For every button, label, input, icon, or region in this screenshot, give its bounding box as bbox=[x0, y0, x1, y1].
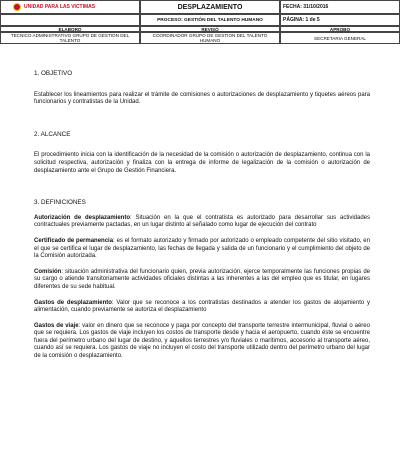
elaboro-value: TECNICO ADMINISTRATIVO GRUPO DE GESTION DEL TALENTO bbox=[0, 32, 140, 44]
definition-text: : Valor que se reconoce a los contratistas destinados a atender los gastos de alojamiento y alimentación, cuando previamente se autoriza el desplazamiento bbox=[34, 299, 370, 314]
logo-text: UNIDAD PARA LAS VICTIMAS bbox=[24, 4, 96, 10]
definition-item bbox=[34, 269, 370, 292]
reviso-value: COORDINADOR GRUPO DE GESTION DEL TALENTO HUMANO bbox=[140, 32, 280, 44]
signature-value-row bbox=[0, 32, 400, 44]
definition-term: Gastos de desplazamiento bbox=[34, 299, 112, 306]
definition-term: Certificado de permanencia bbox=[34, 237, 114, 244]
header-top-row bbox=[0, 0, 400, 14]
definition-term: Comisión bbox=[34, 268, 62, 275]
objetivo-heading: 1. OBJETIVO bbox=[34, 70, 73, 77]
document-body bbox=[34, 70, 370, 369]
definition-term: Gastos de viaje bbox=[34, 322, 79, 329]
fecha-field: FECHA: 31/10/2016 bbox=[280, 0, 400, 14]
header-process-row bbox=[0, 14, 400, 26]
reviso-label: REVISÓ bbox=[140, 26, 280, 32]
definition-item bbox=[34, 238, 370, 261]
header-blank-cell bbox=[0, 14, 140, 26]
aprobo-label: APROBO bbox=[280, 26, 400, 32]
definition-item bbox=[34, 300, 370, 315]
definition-text: : valor en dinero que se reconoce y paga por concepto del transporte terrestre intermunicipal, fluvial o aéreo que se requiera. Los gastos de viaje incluyen los costos de transporte desde y hacia el aeropuerto, cuando éste se encuentre fuera del perímetro urbano del lugar de destino, y aquellos terrestres y/o fluviales o marítimos, accesorio al transporte aéreo, cuando así se requiera. Los gastos de viaje no incluyen el costo del transporte utilizado dentro del perímetro urbano del lugar de la comisión o desplazamiento. bbox=[34, 322, 370, 360]
pagina-field: PÁGINA: 1 de 5 bbox=[280, 14, 400, 26]
alcance-text: El procedimiento inicia con la identificación de la necesidad de la comisión o autorización de desplazamiento, continua con la solicitud respectiva, autorización y finaliza con la entrega de informe de legalización de la comisión o autorización de desplazamiento ante el Grupo de Gestión Financiera. bbox=[34, 152, 370, 174]
objetivo-text: Establecer los lineamientos para realizar el trámite de comisiones o autorizaciones de desplazamiento y tiquetes aéreos para funcionarios y contratistas de la Unidad. bbox=[34, 91, 370, 106]
alcance-heading: 2. ALCANCE bbox=[34, 130, 71, 138]
definition-term: Autorización de desplazamiento bbox=[34, 214, 130, 221]
document-title: DESPLAZAMIENTO bbox=[140, 0, 280, 14]
elaboro-label: ELABORO bbox=[0, 26, 140, 32]
logo-cell bbox=[0, 0, 140, 14]
logo-emblem-icon bbox=[13, 3, 21, 11]
definition-text: : es el formato autorizado y firmado por autorizado o empleado competente del sitio visitado, en el que se certifica el lugar de desplazamiento, las fechas de llegada y salida de un funcionario y el cumplimiento del objeto de la Comisión autorizada. bbox=[34, 237, 370, 260]
definition-item bbox=[34, 215, 370, 230]
definiciones-heading: 3. DEFINICIONES bbox=[34, 199, 86, 207]
proceso-field: PROCESO: GESTIÓN DEL TALENTO HUMANO bbox=[140, 14, 280, 26]
definition-item bbox=[34, 323, 370, 361]
definition-text: : Situación en la que el contratista es autorizado para desarrollar sus actividades contractuales previamente pactadas, en un lugar distinto al señalado como lugar de ejecución del contrato bbox=[34, 214, 370, 229]
document-header-table bbox=[0, 0, 400, 44]
aprobo-value: SECRETARIA GENERAL bbox=[280, 32, 400, 44]
definition-text: : situación administrativa del funcionario quien, previa autorización, ejerce temporalmente las funciones propias de su cargo o atiende transitoriamente actividades oficiales distintas a las inherentes a las del empleo que es titular, en lugares diferentes de su sede habitual. bbox=[34, 268, 370, 290]
